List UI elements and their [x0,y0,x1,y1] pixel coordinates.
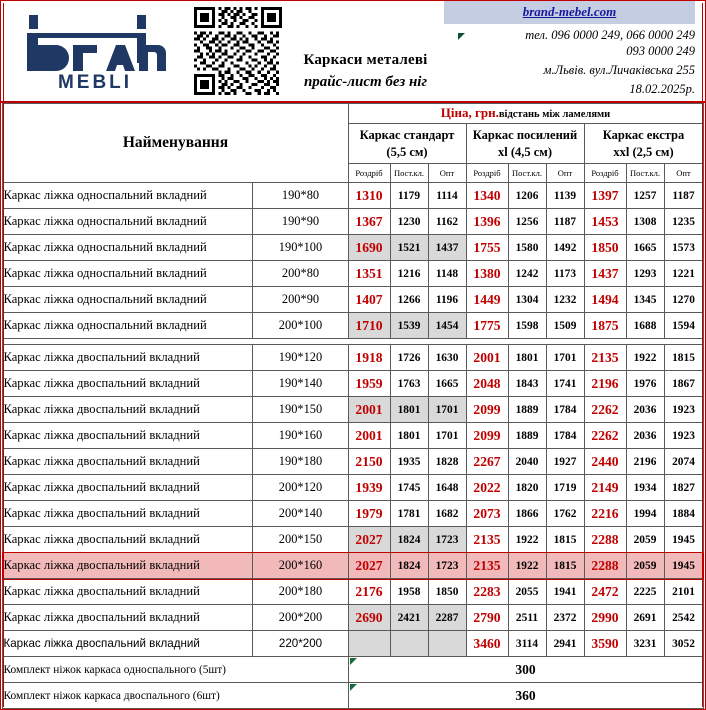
subcol-wholesale-1: Опт [428,164,466,183]
cell-product-name: Каркас ліжка двоспальний вкладний [3,631,253,657]
website-bar [444,1,695,24]
col-group-extra [584,123,703,164]
cell-extra-dealer: 2059 [626,553,664,579]
cell-size: 190*180 [253,449,348,475]
cell-extra-wholesale: 1923 [664,397,703,423]
table-row[interactable] [3,527,703,553]
cell-reinforced-dealer: 2040 [508,449,546,475]
cell-standard-wholesale: 1850 [428,579,466,605]
cell-reinforced-dealer: 1889 [508,397,546,423]
cell-reinforced-retail: 2099 [466,423,508,449]
cell-extra-dealer: 1934 [626,475,664,501]
cell-reinforced-wholesale: 1187 [546,209,584,235]
cell-standard-dealer: 1539 [390,313,428,339]
green-triangle-marker-icon [350,684,357,691]
cell-size: 220*200 [253,631,348,657]
cell-extra-wholesale: 1815 [664,345,703,371]
cell-size: 200*200 [253,605,348,631]
cell-standard-dealer: 1801 [390,397,428,423]
cell-product-name: Каркас ліжка односпальний вкладний [3,235,253,261]
cell-extra-dealer: 2691 [626,605,664,631]
green-triangle-marker-icon [458,33,465,40]
cell-standard-dealer: 1824 [390,527,428,553]
group-title-extra: Каркас екстра [602,127,685,142]
cell-extra-wholesale: 1594 [664,313,703,339]
cell-reinforced-dealer: 1889 [508,423,546,449]
table-row[interactable] [3,475,703,501]
price-band-header [348,104,703,124]
cell-extra-retail: 1875 [584,313,626,339]
cell-size: 200*80 [253,261,348,287]
cell-reinforced-wholesale: 1815 [546,553,584,579]
subcol-dealer-1: Пост.кл. [390,164,428,183]
subcol-dealer-2: Пост.кл. [508,164,546,183]
cell-standard-retail: 2690 [348,605,390,631]
table-row[interactable] [3,235,703,261]
table-row[interactable] [3,605,703,631]
cell-reinforced-retail: 2073 [466,501,508,527]
cell-extra-retail: 2216 [584,501,626,527]
cell-reinforced-retail: 2099 [466,397,508,423]
cell-standard-wholesale [428,631,466,657]
cell-extra-wholesale: 1573 [664,235,703,261]
cell-reinforced-dealer: 1304 [508,287,546,313]
cell-reinforced-dealer: 2511 [508,605,546,631]
cell-reinforced-dealer: 1801 [508,345,546,371]
page-title: Каркаси металеві [303,52,428,68]
cell-standard-wholesale: 1701 [428,423,466,449]
cell-extra-dealer: 1922 [626,345,664,371]
group-spec-reinforced: xl (4,5 см) [498,144,552,159]
cell-size: 190*160 [253,423,348,449]
price-table-wrapper [0,101,706,710]
cell-size: 200*150 [253,527,348,553]
cell-standard-retail: 2027 [348,527,390,553]
cell-extra-wholesale: 3052 [664,631,703,657]
cell-standard-retail: 1959 [348,371,390,397]
cell-standard-wholesale: 1114 [428,183,466,209]
cell-extra-wholesale: 1270 [664,287,703,313]
cell-reinforced-wholesale: 1492 [546,235,584,261]
cell-reinforced-retail: 1755 [466,235,508,261]
cell-product-name: Каркас ліжка двоспальний вкладний [3,475,253,501]
cell-product-name: Каркас ліжка двоспальний вкладний [3,371,253,397]
cell-extra-wholesale: 2101 [664,579,703,605]
cell-standard-dealer [390,631,428,657]
cell-standard-wholesale: 1630 [428,345,466,371]
cell-kit-name: Комплект ніжок каркаса односпального (5шт) [3,657,348,683]
cell-standard-dealer: 1824 [390,553,428,579]
cell-reinforced-retail: 1775 [466,313,508,339]
subcol-retail-2: Роздріб [466,164,508,183]
cell-reinforced-wholesale: 1784 [546,397,584,423]
cell-standard-retail: 2176 [348,579,390,605]
cell-standard-retail [348,631,390,657]
cell-extra-retail: 3590 [584,631,626,657]
cell-size: 200*100 [253,313,348,339]
cell-reinforced-wholesale: 1719 [546,475,584,501]
cell-reinforced-dealer: 1922 [508,527,546,553]
table-row[interactable] [3,631,703,657]
qr-code-icon [194,7,282,95]
subcol-retail-3: Роздріб [584,164,626,183]
table-row[interactable] [3,261,703,287]
table-row[interactable] [3,553,703,579]
cell-standard-dealer: 1266 [390,287,428,313]
col-group-reinforced [466,123,584,164]
group-title-standard: Каркас стандарт [359,127,455,142]
price-table [2,103,703,709]
cell-standard-retail: 1310 [348,183,390,209]
table-row[interactable] [3,287,703,313]
cell-extra-wholesale: 1945 [664,553,703,579]
cell-extra-wholesale: 1235 [664,209,703,235]
cell-extra-retail: 2135 [584,345,626,371]
address-line: м.Львів. вул.Личаківська 255 [543,63,695,77]
cell-reinforced-wholesale: 1941 [546,579,584,605]
cell-reinforced-wholesale: 1784 [546,423,584,449]
col-group-standard [348,123,466,164]
subcol-wholesale-2: Опт [546,164,584,183]
cell-extra-wholesale: 2542 [664,605,703,631]
cell-standard-dealer: 1781 [390,501,428,527]
cell-standard-wholesale: 1723 [428,527,466,553]
cell-product-name: Каркас ліжка односпальний вкладний [3,313,253,339]
cell-extra-dealer: 1308 [626,209,664,235]
cell-extra-retail: 2196 [584,371,626,397]
price-band-red: Ціна, грн. [440,105,499,121]
cell-reinforced-wholesale: 1815 [546,527,584,553]
cell-reinforced-retail: 1396 [466,209,508,235]
cell-reinforced-dealer: 1206 [508,183,546,209]
cell-product-name: Каркас ліжка двоспальний вкладний [3,345,253,371]
cell-extra-retail: 2149 [584,475,626,501]
cell-standard-wholesale: 1162 [428,209,466,235]
cell-product-name: Каркас ліжка двоспальний вкладний [3,527,253,553]
cell-extra-wholesale: 2074 [664,449,703,475]
cell-standard-retail: 1407 [348,287,390,313]
subcol-dealer-3: Пост.кл. [626,164,664,183]
cell-standard-wholesale: 1454 [428,313,466,339]
qr-code-block [189,1,287,101]
cell-size: 200*160 [253,553,348,579]
cell-reinforced-dealer: 1256 [508,209,546,235]
cell-standard-wholesale: 1701 [428,397,466,423]
cell-standard-wholesale: 1828 [428,449,466,475]
phone-line-1: тел. 096 0000 249, 066 0000 249 [525,28,695,42]
cell-reinforced-wholesale: 1741 [546,371,584,397]
cell-reinforced-dealer: 1580 [508,235,546,261]
cell-standard-wholesale: 1148 [428,261,466,287]
cell-product-name: Каркас ліжка односпальний вкладний [3,183,253,209]
table-row[interactable] [3,397,703,423]
table-row[interactable] [3,371,703,397]
document-title-block [287,1,440,101]
cell-product-name: Каркас ліжка двоспальний вкладний [3,423,253,449]
cell-standard-dealer: 1745 [390,475,428,501]
subcol-retail-1: Роздріб [348,164,390,183]
cell-standard-wholesale: 1723 [428,553,466,579]
table-row[interactable] [3,501,703,527]
cell-reinforced-wholesale: 1509 [546,313,584,339]
cell-reinforced-retail: 3460 [466,631,508,657]
cell-size: 190*140 [253,371,348,397]
cell-size: 200*120 [253,475,348,501]
cell-extra-retail: 1437 [584,261,626,287]
cell-standard-dealer: 1935 [390,449,428,475]
cell-kit-name: Комплект ніжок каркаса двоспального (6шт) [3,683,348,709]
table-body [3,183,703,709]
cell-size: 190*150 [253,397,348,423]
cell-extra-retail: 2288 [584,553,626,579]
cell-extra-dealer: 1665 [626,235,664,261]
cell-reinforced-retail: 2790 [466,605,508,631]
cell-extra-dealer: 1688 [626,313,664,339]
cell-extra-wholesale: 1827 [664,475,703,501]
cell-size: 190*100 [253,235,348,261]
footer-row[interactable] [3,657,703,683]
cell-extra-retail: 1397 [584,183,626,209]
cell-extra-dealer: 2036 [626,397,664,423]
cell-standard-dealer: 1801 [390,423,428,449]
cell-extra-wholesale: 1884 [664,501,703,527]
brand-logo [1,1,189,101]
cell-size: 200*180 [253,579,348,605]
table-row[interactable] [3,313,703,339]
cell-product-name: Каркас ліжка двоспальний вкладний [3,449,253,475]
cell-extra-wholesale: 1945 [664,527,703,553]
header-row-band [3,104,703,124]
price-band-black: відстань між ламелями [498,109,611,121]
cell-reinforced-retail: 2001 [466,345,508,371]
table-row[interactable] [3,345,703,371]
cell-size: 200*90 [253,287,348,313]
phone-line-2: 093 0000 249 [626,44,695,58]
cell-standard-dealer: 1179 [390,183,428,209]
cell-standard-retail: 2150 [348,449,390,475]
cell-extra-wholesale: 1221 [664,261,703,287]
cell-extra-dealer: 1257 [626,183,664,209]
cell-extra-wholesale: 1187 [664,183,703,209]
cell-standard-wholesale: 1665 [428,371,466,397]
cell-reinforced-wholesale: 1173 [546,261,584,287]
cell-reinforced-retail: 2135 [466,527,508,553]
cell-reinforced-retail: 2048 [466,371,508,397]
cell-extra-wholesale: 1923 [664,423,703,449]
cell-product-name: Каркас ліжка двоспальний вкладний [3,397,253,423]
cell-product-name: Каркас ліжка двоспальний вкладний [3,605,253,631]
cell-standard-dealer: 1521 [390,235,428,261]
cell-standard-retail: 2027 [348,553,390,579]
cell-extra-retail: 2440 [584,449,626,475]
table-row[interactable] [3,423,703,449]
cell-reinforced-dealer: 1843 [508,371,546,397]
logo-graphic [11,9,179,93]
logo-subtext: MEBLI [57,72,133,93]
group-spec-standard: (5,5 см) [386,144,428,159]
cell-extra-dealer: 2225 [626,579,664,605]
cell-reinforced-retail: 2283 [466,579,508,605]
cell-standard-retail: 1690 [348,235,390,261]
group-spec-extra: xxl (2,5 см) [613,144,674,159]
logo-icon [11,9,179,93]
table-head [3,104,703,183]
cell-reinforced-dealer: 1242 [508,261,546,287]
website-link[interactable]: brand-mebel.com [522,4,617,19]
cell-extra-retail: 1453 [584,209,626,235]
cell-standard-retail: 2001 [348,397,390,423]
cell-reinforced-retail: 1380 [466,261,508,287]
cell-reinforced-dealer: 3114 [508,631,546,657]
cell-size: 200*140 [253,501,348,527]
cell-standard-retail: 2001 [348,423,390,449]
cell-product-name: Каркас ліжка односпальний вкладний [3,261,253,287]
cell-reinforced-retail: 2022 [466,475,508,501]
cell-product-name: Каркас ліжка двоспальний вкладний [3,553,253,579]
page-subtitle: прайс-лист без ніг [303,74,428,90]
table-row[interactable] [3,449,703,475]
cell-extra-dealer: 1994 [626,501,664,527]
cell-standard-dealer: 2421 [390,605,428,631]
cell-size: 190*120 [253,345,348,371]
cell-standard-retail: 1979 [348,501,390,527]
cell-extra-dealer: 1345 [626,287,664,313]
cell-extra-retail: 1494 [584,287,626,313]
cell-extra-dealer: 2036 [626,423,664,449]
group-title-reinforced: Каркас посилений [472,127,578,142]
cell-kit-price: 300 [348,657,703,683]
cell-extra-dealer: 2059 [626,527,664,553]
subcol-wholesale-3: Опт [664,164,703,183]
cell-kit-price: 360 [348,683,703,709]
cell-reinforced-dealer: 1922 [508,553,546,579]
cell-extra-dealer: 1293 [626,261,664,287]
cell-product-name: Каркас ліжка двоспальний вкладний [3,579,253,605]
green-triangle-marker-icon [350,658,357,665]
cell-reinforced-dealer: 1598 [508,313,546,339]
cell-product-name: Каркас ліжка односпальний вкладний [3,209,253,235]
cell-size: 190*90 [253,209,348,235]
cell-reinforced-retail: 2135 [466,553,508,579]
table-row[interactable] [3,209,703,235]
cell-standard-retail: 1939 [348,475,390,501]
cell-extra-dealer: 3231 [626,631,664,657]
cell-extra-retail: 2472 [584,579,626,605]
cell-extra-retail: 1850 [584,235,626,261]
cell-standard-retail: 1351 [348,261,390,287]
cell-standard-wholesale: 1648 [428,475,466,501]
cell-standard-retail: 1710 [348,313,390,339]
cell-reinforced-wholesale: 1701 [546,345,584,371]
col-header-name: Найменування [3,104,348,183]
cell-reinforced-dealer: 2055 [508,579,546,605]
cell-size: 190*80 [253,183,348,209]
cell-extra-retail: 2262 [584,423,626,449]
cell-reinforced-wholesale: 1232 [546,287,584,313]
cell-reinforced-wholesale: 1139 [546,183,584,209]
cell-standard-wholesale: 1196 [428,287,466,313]
cell-product-name: Каркас ліжка двоспальний вкладний [3,501,253,527]
cell-standard-wholesale: 1437 [428,235,466,261]
cell-reinforced-dealer: 1820 [508,475,546,501]
table-row[interactable] [3,183,703,209]
date-line: 18.02.2025р. [629,82,695,96]
cell-extra-retail: 2288 [584,527,626,553]
cell-reinforced-dealer: 1866 [508,501,546,527]
cell-standard-dealer: 1216 [390,261,428,287]
cell-standard-wholesale: 1682 [428,501,466,527]
cell-extra-dealer: 1976 [626,371,664,397]
cell-reinforced-retail: 1449 [466,287,508,313]
cell-extra-dealer: 2196 [626,449,664,475]
document-header [0,0,706,101]
cell-extra-retail: 2990 [584,605,626,631]
cell-reinforced-wholesale: 1762 [546,501,584,527]
cell-product-name: Каркас ліжка односпальний вкладний [3,287,253,313]
cell-reinforced-retail: 2267 [466,449,508,475]
cell-standard-dealer: 1763 [390,371,428,397]
cell-standard-wholesale: 2287 [428,605,466,631]
cell-standard-dealer: 1958 [390,579,428,605]
table-row[interactable] [3,579,703,605]
cell-reinforced-wholesale: 2941 [546,631,584,657]
footer-row[interactable] [3,683,703,709]
cell-standard-dealer: 1230 [390,209,428,235]
cell-standard-retail: 1918 [348,345,390,371]
cell-reinforced-wholesale: 2372 [546,605,584,631]
cell-standard-retail: 1367 [348,209,390,235]
cell-standard-dealer: 1726 [390,345,428,371]
cell-extra-wholesale: 1867 [664,371,703,397]
cell-reinforced-retail: 1340 [466,183,508,209]
cell-extra-retail: 2262 [584,397,626,423]
cell-reinforced-wholesale: 1927 [546,449,584,475]
contact-block [440,1,705,101]
